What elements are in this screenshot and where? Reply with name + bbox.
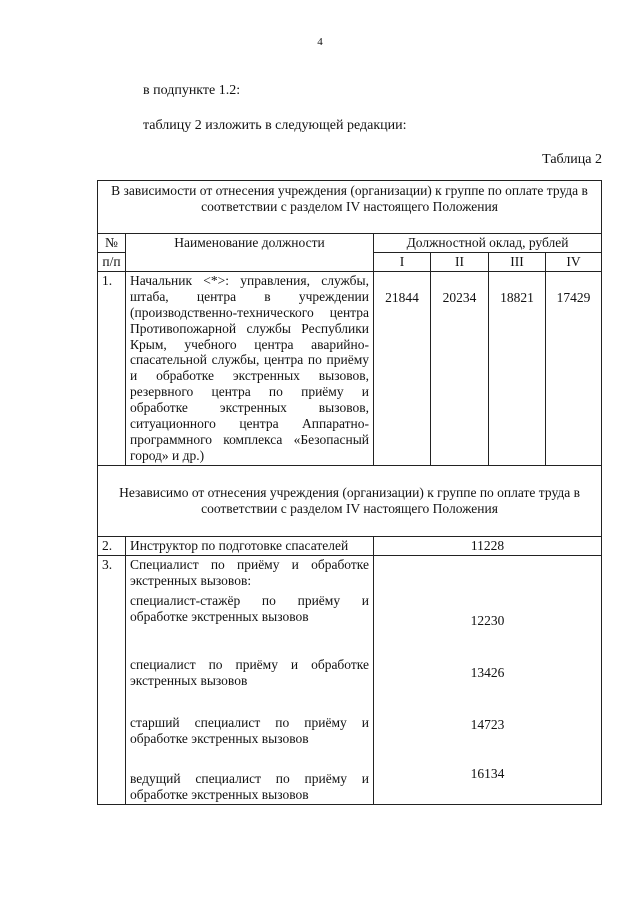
- group1-title: В зависимости от отнесения учреждения (организации) к группе по оплате труда в соответствии с разделом IV настоящего Положения: [98, 181, 602, 234]
- row3-item-4-salary: 16134: [470, 765, 505, 781]
- page-number: 4: [317, 36, 323, 48]
- row3-no: 3.: [98, 555, 126, 804]
- row1-salary-1: 21844: [374, 271, 431, 465]
- row2-no: 2.: [98, 536, 126, 555]
- row2-salary: 11228: [374, 536, 602, 555]
- row3-salary-cell: [374, 555, 602, 804]
- row2-name: Инструктор по подготовке спасателей: [126, 536, 374, 555]
- row1-salary-2: 20234: [431, 271, 489, 465]
- row3-item-2-salary: 13426: [470, 664, 505, 680]
- group-header-4: IV: [546, 252, 602, 271]
- group-header-1: I: [374, 252, 431, 271]
- group-header-2: II: [431, 252, 489, 271]
- col-name-header: Наименование должности: [126, 234, 374, 272]
- table-caption: Таблица 2: [542, 152, 602, 167]
- col-salary-header: Должностной оклад, рублей: [374, 234, 602, 253]
- salary-table: [97, 180, 602, 805]
- row3-name-cell: [126, 555, 374, 804]
- row3-item-3-name: старший специалист по приёму и обработке экстренных вызовов: [130, 714, 369, 746]
- row1-no: 1.: [98, 271, 126, 465]
- row3-item-4-name: ведущий специалист по приёму и обработке экстренных вызовов: [130, 770, 369, 802]
- row1-salary-3: 18821: [489, 271, 546, 465]
- row1-salary-4: 17429: [546, 271, 602, 465]
- row1-name: Начальник <*>: управления, службы, штаба, центра в учреждении (производственно-технического центра Противопожарной службы Республики Крым, учебного центра аварийно-спасательной службы, центра по приёму и обработке экстренных вызовов, резервного центра по приёму и обработке экстренных вызовов, ситуационного центра Аппаратно-программного комплекса «Безопасный город» и др.): [126, 271, 374, 465]
- intro-line-1: в подпункте 1.2:: [143, 83, 241, 98]
- col-no-sub-header: п/п: [98, 252, 126, 271]
- group2-title: Независимо от отнесения учреждения (организации) к группе по оплате труда в соответствии с разделом IV настоящего Положения: [98, 465, 602, 536]
- intro-line-2: таблицу 2 изложить в следующей редакции:: [143, 118, 407, 133]
- row3-item-3-salary: 14723: [470, 716, 505, 732]
- row3-item-2-name: специалист по приёму и обработке экстренных вызовов: [130, 656, 369, 688]
- row3-item-1-salary: 12230: [470, 612, 505, 628]
- row3-name: Специалист по приёму и обработке экстренных вызовов:: [130, 556, 369, 588]
- row3-item-1-name: специалист-стажёр по приёму и обработке экстренных вызовов: [130, 592, 369, 624]
- col-no-header: №: [98, 234, 126, 253]
- group-header-3: III: [489, 252, 546, 271]
